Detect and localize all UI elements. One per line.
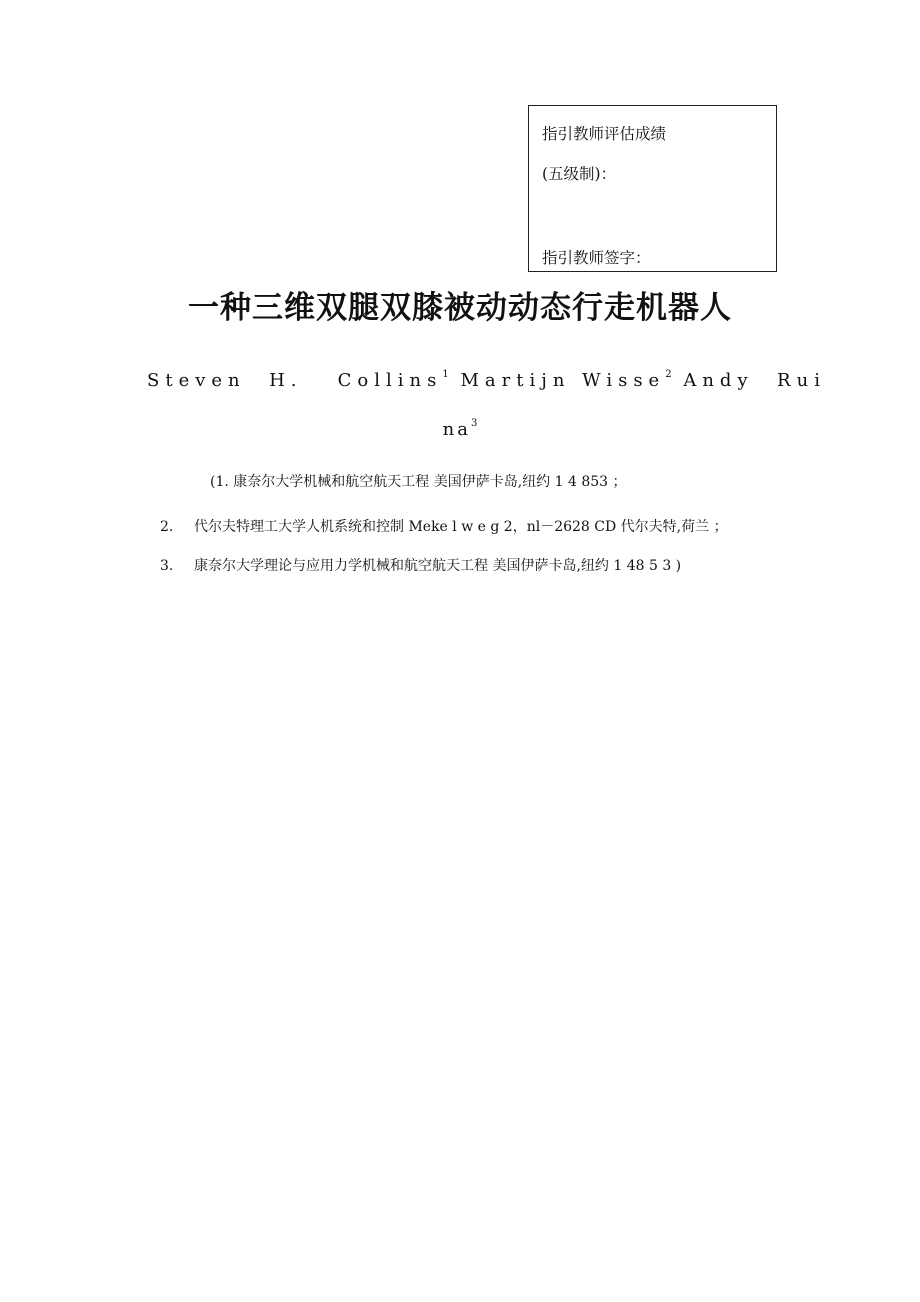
- grade-box: [528, 105, 777, 272]
- grade-scale-label: (五级制)：: [542, 165, 617, 183]
- author-ruina-part2: na: [442, 419, 471, 440]
- document-title: 一种三维双腿双膝被动动态行走机器人: [188, 290, 732, 326]
- affiliation-2: [160, 516, 728, 536]
- authors-line-1: [147, 369, 826, 391]
- affiliation-text: 康奈尔大学机械和航空航天工程 美国伊萨卡岛,纽约 1 4 853 ；: [233, 474, 627, 490]
- affiliation-marker-3: 3: [470, 418, 478, 429]
- affiliation-1: [210, 471, 627, 491]
- affiliation-text: 康奈尔大学理论与应用力学机械和航空航天工程 美国伊萨卡岛,纽约 1 48 5 3 ): [194, 558, 682, 574]
- affiliation-text: 代尔夫特理工大学人机系统和控制 Meke l w e g 2，nl－2628 CD 代尔夫特,荷兰 ；: [194, 519, 728, 535]
- author-wisse: Martijn Wisse: [460, 370, 666, 391]
- signature-label: 指引教师签字：: [542, 249, 651, 267]
- affiliation-3: [160, 555, 681, 575]
- affiliation-marker-1: 1: [442, 369, 449, 380]
- authors-line-2: [0, 419, 920, 440]
- grade-label: 指引教师评估成绩: [542, 125, 667, 143]
- affiliation-marker-2: 2: [665, 369, 672, 380]
- affiliation-number: 3.: [160, 558, 174, 574]
- author-collins: Steven H. Collins: [147, 370, 443, 391]
- affiliation-number: 2.: [160, 519, 174, 535]
- affiliation-number: (1.: [210, 474, 229, 490]
- author-ruina-part1: Andy Rui: [683, 370, 826, 391]
